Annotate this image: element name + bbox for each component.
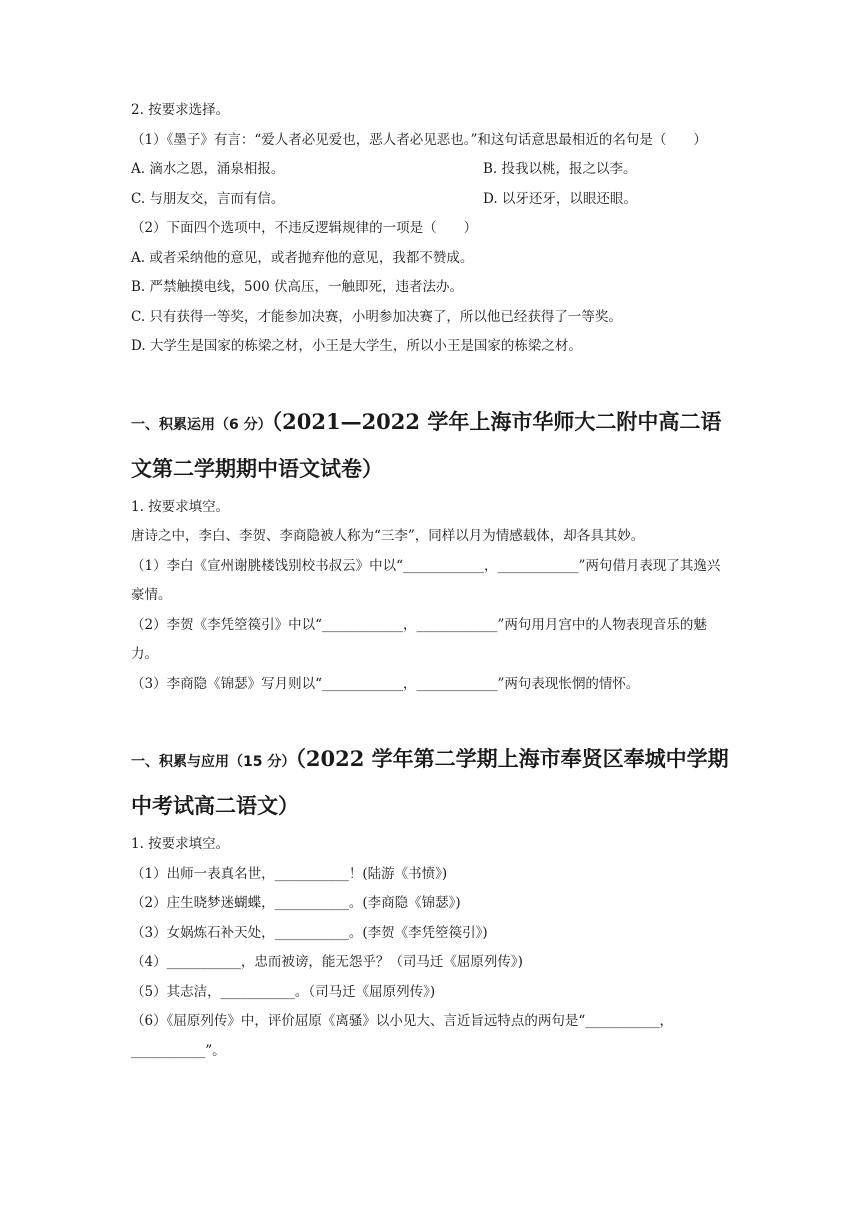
option-d: D. 以牙还牙，以眼还眼。 [483,190,637,207]
section-heading-source: （2022 学年第二学期上海市奉贤区奉城中学期中考试高二语文） [131,746,729,818]
question-intro: 唐诗之中，李白、李贺、李商隐被人称为“三李”，同样以月为情感载体，却各具其妙。 [131,528,645,544]
option-a: A. 滴水之恩，涌泉相报。 [131,161,285,177]
sub-question-2: （2）下面四个选项中，不违反逻辑规律的一项是（ ） [131,220,478,236]
options-row [131,185,731,215]
fill-blank-item: （1）李白《宣州谢朓楼饯别校书叔云》中以“____________，____________”两句借月表现了其逸兴豪情。 [131,557,721,603]
fill-blank-item: （3）李商隐《锦瑟》写月则以“____________，____________”两句表现怅惘的情怀。 [131,675,640,692]
fill-blank-item: （2）庄生晓梦迷蝴蝶，___________。(李商隐《锦瑟》) [131,895,461,911]
section-heading-source: （2021—2022 学年上海市华师大二附中高二语文第二学期期中语文试卷） [131,408,722,481]
fill-blank-item: （3）女娲炼石补天处，___________。(李贺《李凭箜篌引》) [131,924,488,941]
document-body [131,96,731,1066]
section-heading [131,400,731,491]
option-c: C. 只有获得一等奖，才能参加决赛，小明参加决赛了，所以他已经获得了一等奖。 [131,308,622,325]
option-a: A. 或者采纳他的意见，或者抛弃他的意见，我都不赞成。 [131,249,474,266]
fill-blank-item: （4）___________，忠而被谤，能无怨乎？（司马迁《屈原列传》) [131,954,523,970]
question-title: 1. 按要求填空。 [131,836,230,852]
sub-question-1: （1）《墨子》有言：“爱人者必见爱也，恶人者必见恶也。”和这句话意思最相近的名句是（ ） [131,131,707,148]
section-heading-prefix: 一、积累运用（6 分） [131,416,272,433]
option-b: B. 投我以桃，报之以李。 [483,161,637,177]
options-row [131,155,731,185]
option-b: B. 严禁触摸电线，500 伏高压，一触即死，违者法办。 [131,279,464,295]
fill-blank-item: （1）出师一表真名世，___________！(陆游《书愤》) [131,865,448,882]
section-heading [131,737,731,828]
section-heading-prefix: 一、积累与应用（15 分） [131,754,296,770]
fill-blank-item: （6）《屈原列传》中，评价屈原《离骚》以小见大、言近旨远特点的两句是“___________，___________”。 [131,1013,673,1059]
question-title: 2. 按要求选择。 [131,102,230,118]
fill-blank-item: （2）李贺《李凭箜篌引》中以“____________，____________”两句用月宫中的人物表现音乐的魅力。 [131,616,707,662]
option-d: D. 大学生是国家的栋梁之材，小王是大学生，所以小王是国家的栋梁之材。 [131,338,582,354]
question-title: 1. 按要求填空。 [131,498,230,515]
fill-blank-item: （5）其志洁，___________。（司马迁《屈原列传》) [131,983,436,1000]
option-c: C. 与朋友交，言而有信。 [131,190,285,207]
